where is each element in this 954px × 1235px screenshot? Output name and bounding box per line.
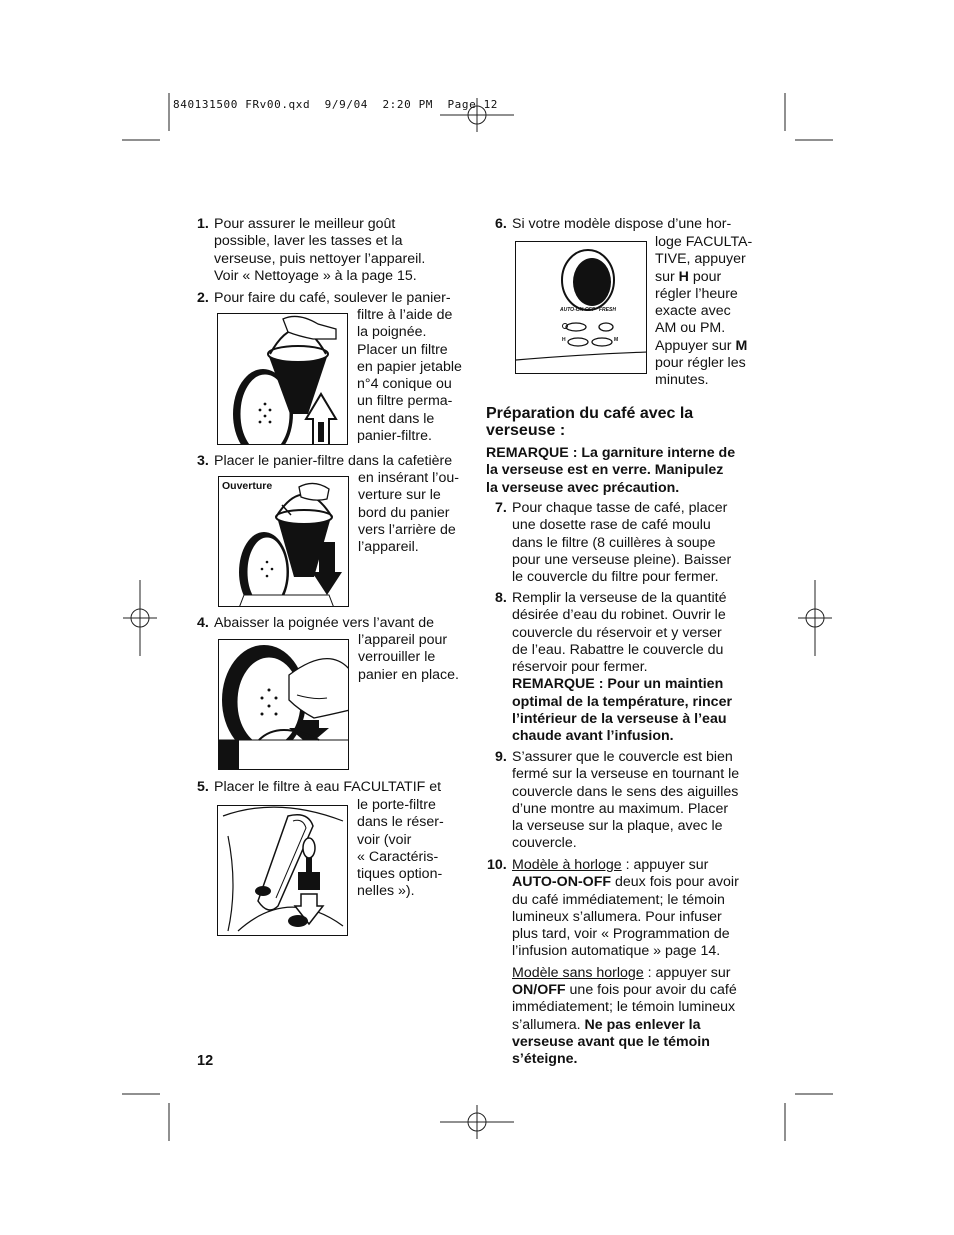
label-auto-on-off: AUTO-ON-OFF [560,307,595,313]
text-line [512,857,777,874]
step-number: 9. [495,749,507,765]
text-line [512,982,777,999]
text-fragment: pour [688,268,722,285]
step-6-side-text [655,234,765,390]
button-name-auto-on-off: AUTO-ON-OFF [512,874,612,891]
model-no-clock-label: Modèle sans horloge [512,964,644,981]
text-line: Placer un filtre [357,341,448,358]
key-m: M [735,337,748,354]
text-line: fermé sur la verseuse en tournant le [512,766,740,783]
text-line: Si votre modèle dispose d’une hor- [512,216,732,232]
step-number: 5. [197,779,209,795]
text-line: possible, laver les tasses et la [214,233,403,250]
step-4 [197,615,472,632]
text-line: Placer le panier-filtre dans la cafetière [214,453,453,469]
text-line: immédiatement; le témoin lumineux [512,999,736,1016]
text-line: loge FACULTA- [655,234,753,250]
step-8 [495,590,775,746]
step-7 [495,500,775,586]
text-line: Remplir la verseuse de la quantité [512,590,727,606]
step-2-side-text [357,307,472,445]
text-line: la poignée. [357,324,427,341]
text-line: nent dans le [357,410,435,427]
text-line: la verseuse est en verre. Manipulez [486,462,724,479]
text-line: un filtre perma- [357,393,453,410]
text-fragment: sur [655,268,679,285]
text-fragment: Ne pas enlever la [584,1016,701,1033]
text-line: de l’eau. Rabattre le couvercle du [512,641,724,658]
text-line: n°4 conique ou [357,376,452,393]
step-3 [197,453,472,470]
text-line: Pour assurer le meilleur goût [214,216,396,232]
label-m: M [614,337,619,343]
figure-lift-basket [217,313,348,445]
text-line: bord du panier [358,504,450,521]
text-line: vers l’arrière de [358,521,456,538]
step-number: 2. [197,290,209,306]
step-number: 3. [197,453,209,469]
file-slug: 840131500 FRv00.qxd 9/9/04 2:20 PM Page 12 [173,98,499,111]
text-line [655,338,765,355]
text-line: en insérant l’ou- [358,470,459,486]
text-fragment: s’allumera. [512,1016,585,1033]
text-line: panier-filtre. [357,428,432,445]
text-line [512,874,777,891]
model-clock-label: Modèle à horloge [512,857,622,873]
text-line: l’infusion automatique » page 14. [512,943,721,960]
text-line: verseuse, puis nettoyer l’appareil. [214,250,426,267]
step-9 [495,749,775,853]
text-line: couvercle. [512,835,577,852]
text-line: dans le filtre (8 cuillères à soupe [512,534,716,551]
text-line: REMARQUE : Pour un maintien [512,676,724,693]
text-line: d’une montre au maximum. Placer [512,800,729,817]
step-4-side-text [358,632,473,684]
text-line: exacte avec [655,303,731,320]
text-line: le porte-filtre [357,797,436,813]
section-heading [486,405,776,439]
text-line: REMARQUE : La garniture interne de [486,445,736,461]
text-line: nelles »). [357,883,415,900]
text-line: optimal de la température, rincer [512,693,732,710]
text-line: régler l’heure [655,285,738,302]
text-fragment: deux fois pour avoir [611,874,739,891]
text-line: filtre à l’aide de [357,307,453,323]
text-line: Placer le filtre à eau FACULTATIF et [214,779,442,795]
text-line: l’intérieur de la verseuse à l’eau [512,711,727,728]
text-line: dans le réser- [357,814,444,831]
step-10 [487,857,777,1069]
text-line: réservoir pour fermer. [512,659,648,676]
figure-lower-handle [218,639,349,770]
text-line: « Caractéris- [357,848,439,865]
text-line: une dosette rase de café moulu [512,517,711,534]
button-name-on-off: ON/OFF [512,982,566,999]
text-line: verrouiller le [358,649,436,666]
page-number: 12 [197,1053,214,1069]
text-line: Pour chaque tasse de café, placer [512,500,728,516]
text-line: couvercle du réservoir et y verser [512,624,722,641]
remarque-glass [486,445,776,497]
step-5 [197,779,472,796]
text-fragment: : appuyer sur [621,857,709,873]
text-line: verture sur le [358,487,441,504]
figure-insert-basket [218,476,349,607]
text-fragment: : appuyer sur [643,964,731,981]
text-line [512,965,777,982]
text-line: pour régler les [655,355,746,372]
step-number: 1. [197,216,209,232]
text-line: S’assurer que le couvercle est bien [512,749,733,765]
text-line: la verseuse sur la plaque, avec le [512,818,723,835]
text-line: la verseuse avec précaution. [486,479,680,496]
text-line: couvercle dans le sens des aiguilles [512,783,739,800]
text-line [512,1017,777,1034]
figure-clock-panel [515,241,647,374]
text-line: tiques option- [357,866,443,883]
text-line: TIVE, appuyer [655,251,746,268]
step-number: 8. [495,590,507,606]
text-line: plus tard, voir « Programmation de [512,926,730,943]
label-h: H [562,337,566,343]
text-line: panier en place. [358,666,459,683]
text-line: Pour faire du café, soulever le panier- [214,290,451,306]
text-line: désirée d’eau du robinet. Ouvrir le [512,607,726,624]
text-fragment: une fois pour avoir du café [565,982,737,999]
step-5-side-text [357,797,472,901]
heading-line: verseuse : [486,422,566,439]
key-h: H [678,268,689,285]
text-line: verseuse avant que le témoin [512,1033,710,1050]
text-line: AM ou PM. [655,320,726,337]
text-line: le couvercle du filtre pour fermer. [512,569,719,586]
text-line: s’éteigne. [512,1051,578,1068]
step-number: 4. [197,615,209,631]
step-number: 6. [495,216,507,232]
text-line: voir (voir [357,831,412,848]
text-fragment: Appuyer sur [655,337,736,354]
text-line [655,269,765,286]
text-line: en papier jetable [357,358,462,375]
text-line: lumineux s’allumera. Pour infuser [512,908,722,925]
step-6 [495,216,765,233]
step-number: 10. [487,857,507,873]
step-1 [197,216,467,285]
step-number: 7. [495,500,507,516]
text-line: Abaisser la poignée vers l’avant de [214,615,435,631]
figure-label-ouverture: Ouverture [222,480,273,492]
text-line: Voir « Nettoyage » à la page 15. [214,267,417,284]
step-3-side-text [358,470,473,556]
text-line: pour une verseuse pleine). Baisser [512,551,732,568]
figure-water-filter [217,805,348,936]
text-line: l’appareil. [358,539,419,556]
text-line: chaude avant l’infusion. [512,728,674,745]
heading-line: Préparation du café avec la [486,405,694,422]
text-line: du café immédiatement; le témoin [512,891,725,908]
text-line: l’appareil pour [358,632,448,648]
label-fresh: FRESH [599,307,616,313]
text-line: minutes. [655,372,709,389]
step-2 [197,290,472,307]
